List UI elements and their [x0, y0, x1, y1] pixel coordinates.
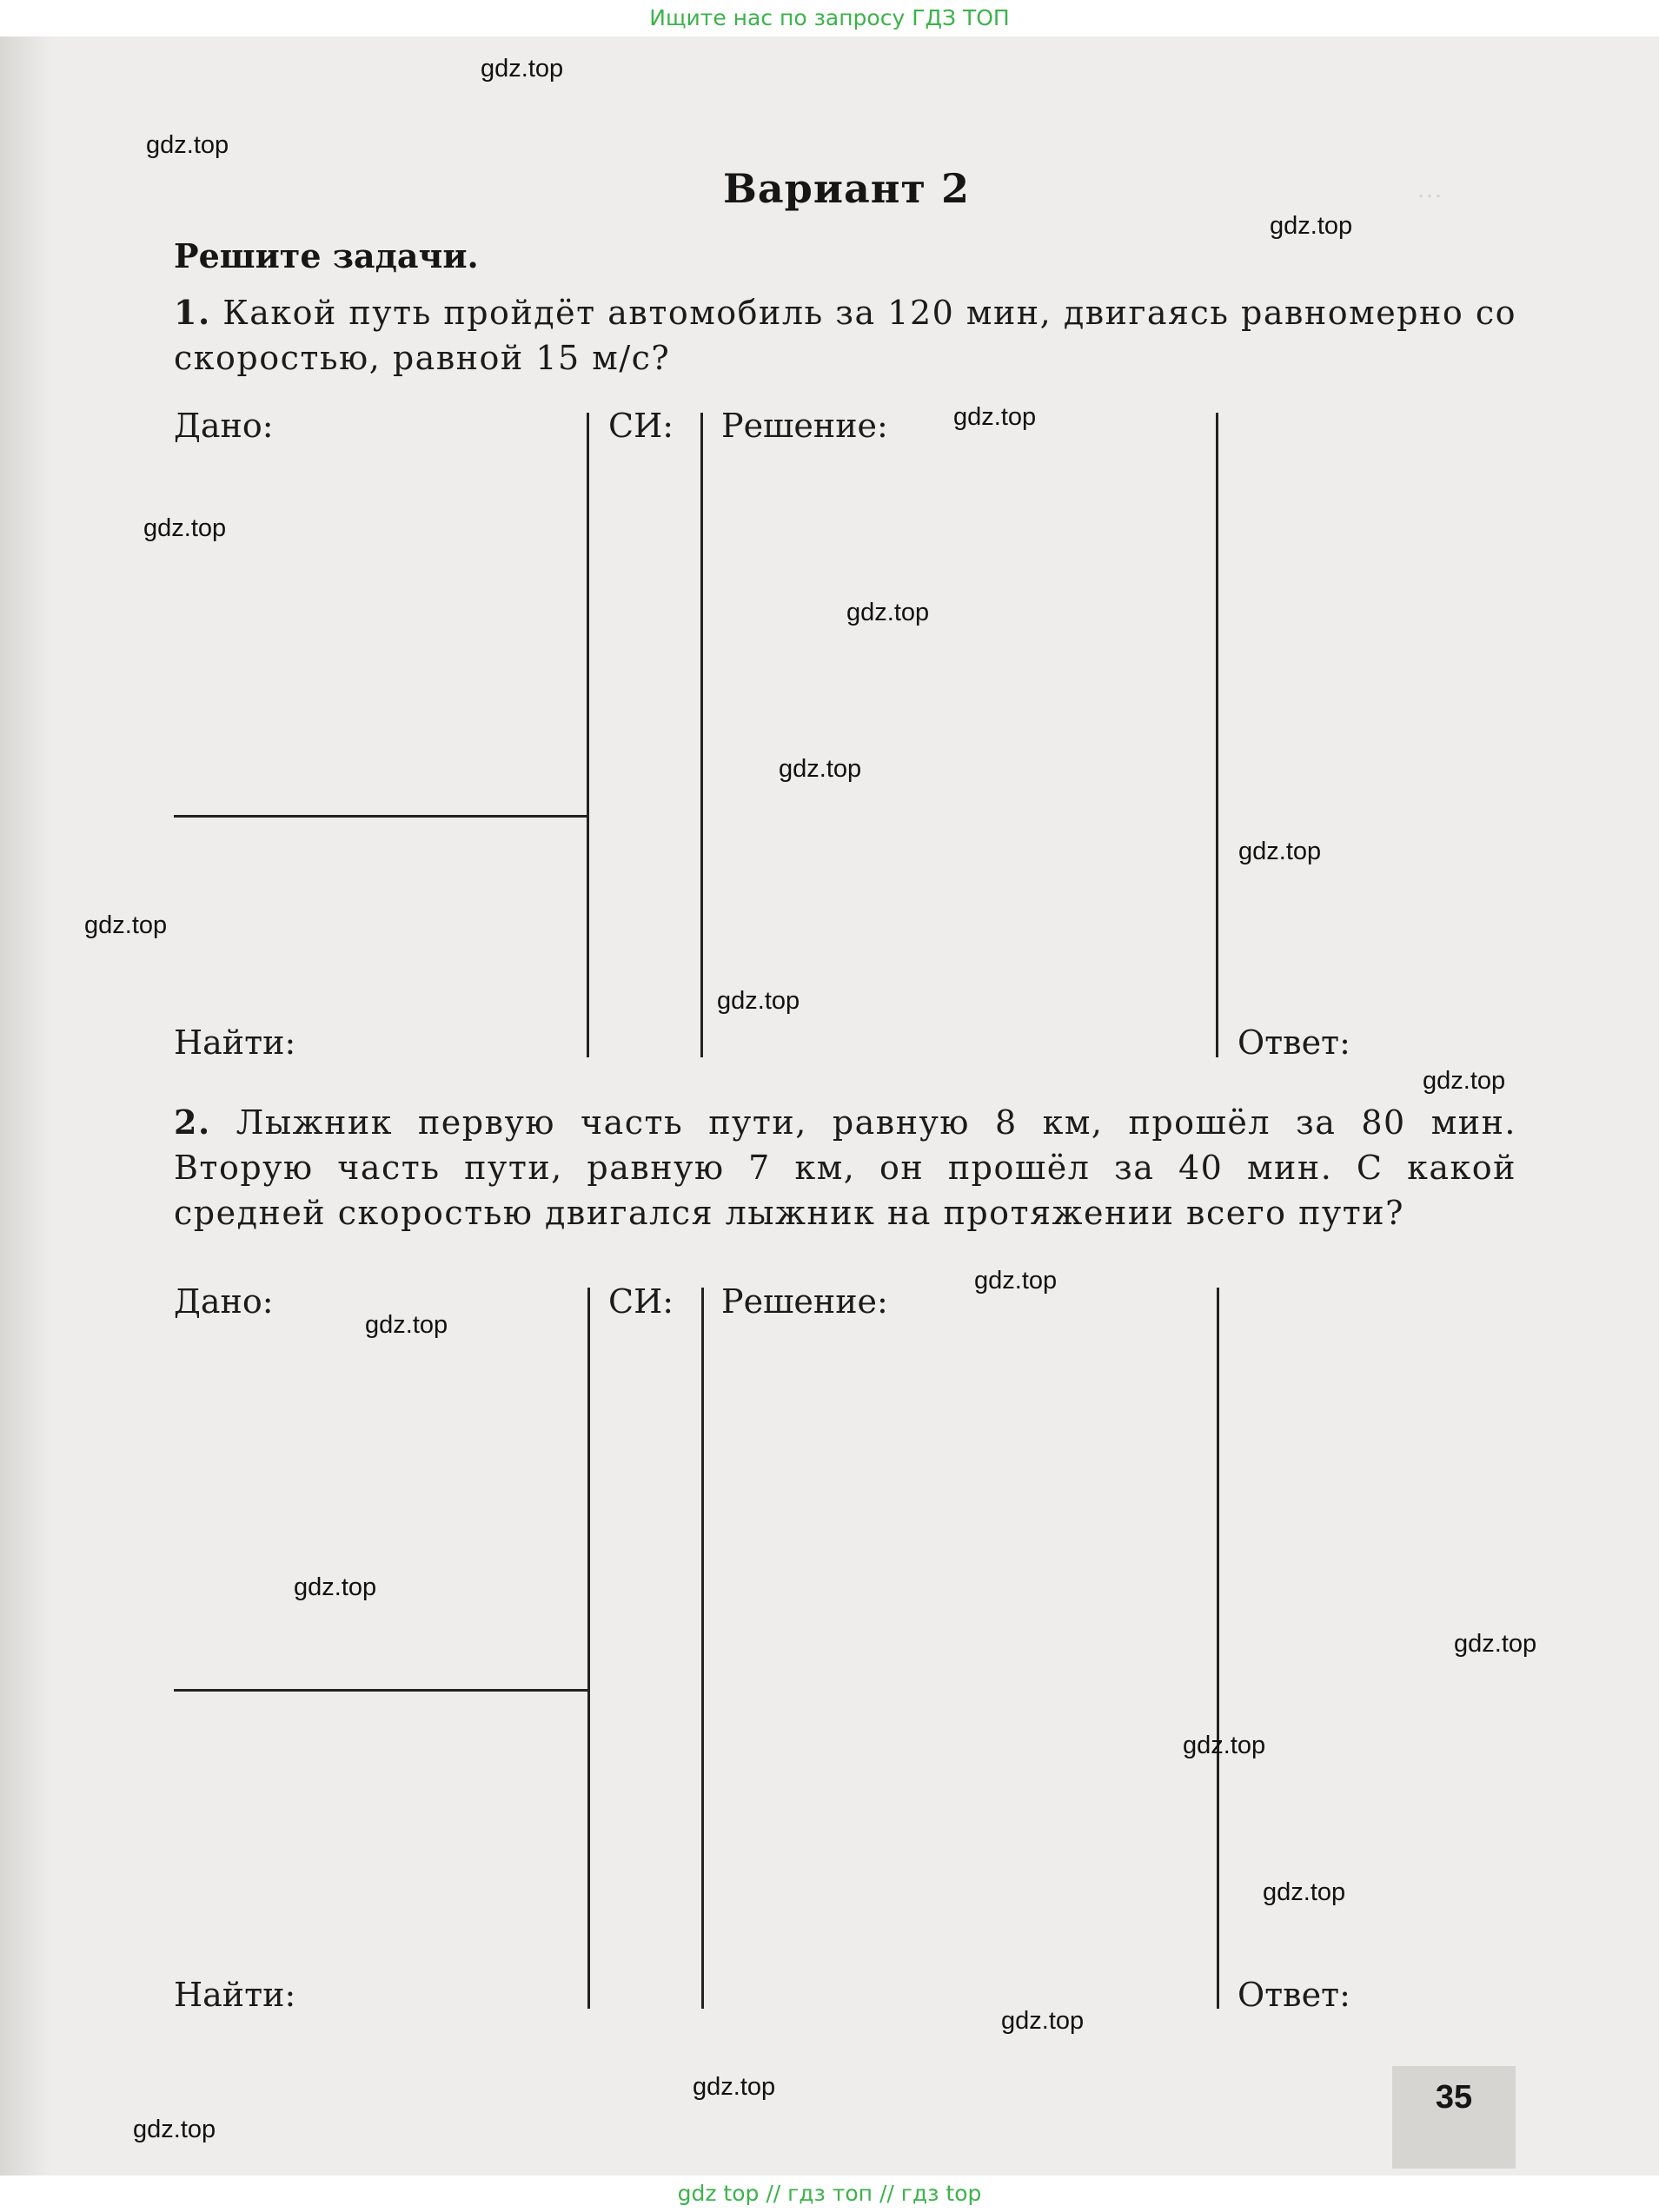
task-1-find-label: Найти: — [174, 1023, 296, 1062]
task-2-answer-label: Ответ: — [1238, 1976, 1350, 2014]
task-2-divider-given — [587, 1288, 590, 2009]
task-2-body: Лыжник первую часть пути, равную 8 км, прошёл за 80 мин. Вторую часть пути, равную 7 км, он прошёл за 40 мин. С какой средней скоростью двигался лыжник на протяжении всего пути? — [174, 1103, 1516, 1232]
task-1-divider-given — [587, 413, 589, 1057]
task-1-solution-label: Решение: — [721, 407, 888, 445]
task-1-number: 1. — [174, 293, 211, 332]
task-1-si-label: СИ: — [608, 407, 674, 445]
instruction-heading: Решите задачи. — [174, 236, 479, 275]
task-2-number: 2. — [174, 1103, 211, 1142]
top-banner[interactable]: Ищите нас по запросу ГДЗ ТОП — [0, 0, 1659, 36]
watermark: gdz.top — [143, 514, 227, 542]
task-1-answer-label: Ответ: — [1238, 1023, 1350, 1062]
task-2-given-label: Дано: — [174, 1282, 274, 1321]
watermark: gdz.top — [84, 911, 168, 939]
watermark: gdz.top — [365, 1311, 448, 1339]
watermark: gdz.top — [481, 55, 564, 83]
watermark: gdz.top — [1183, 1732, 1266, 1759]
watermark: gdz.top — [133, 2116, 216, 2143]
task-2-text — [174, 1100, 1516, 1235]
page-number: 35 — [1435, 2079, 1473, 2116]
watermark: gdz.top — [1270, 212, 1353, 240]
watermark: gdz.top — [1001, 2007, 1085, 2035]
watermark: gdz.top — [1454, 1630, 1537, 1658]
task-2-divider-answer — [1217, 1288, 1219, 2009]
task-1-given-label: Дано: — [174, 407, 274, 445]
watermark: gdz.top — [779, 755, 862, 783]
watermark: gdz.top — [1263, 1878, 1346, 1906]
watermark: gdz.top — [974, 1267, 1058, 1295]
task-1-divider-si — [700, 413, 703, 1057]
watermark: gdz.top — [693, 2073, 776, 2101]
task-1-given-underline — [174, 815, 588, 818]
task-2-si-label: СИ: — [608, 1282, 674, 1321]
task-1-body: Какой путь пройдёт автомобиль за 120 мин, двигаясь равномерно со скоростью, равной 15 м/с? — [174, 294, 1516, 377]
task-1-text — [174, 290, 1516, 381]
task-2-solution-label: Решение: — [721, 1282, 888, 1321]
bleed-through-text: … — [1417, 174, 1443, 204]
task-2-find-label: Найти: — [174, 1976, 296, 2014]
page-fold-shadow — [0, 36, 52, 2176]
watermark: gdz.top — [1423, 1067, 1506, 1095]
task-2-given-underline — [174, 1689, 589, 1692]
footer-links[interactable]: gdz top // гдз топ // гдз top — [0, 2176, 1659, 2212]
watermark: gdz.top — [146, 131, 229, 159]
task-1-divider-answer — [1216, 413, 1218, 1057]
watermark: gdz.top — [953, 403, 1037, 431]
task-2-divider-si — [701, 1288, 704, 2009]
watermark: gdz.top — [846, 599, 930, 626]
watermark: gdz.top — [1238, 838, 1322, 865]
watermark: gdz.top — [294, 1573, 377, 1601]
variant-title: Вариант 2 — [723, 165, 970, 212]
watermark: gdz.top — [717, 987, 800, 1015]
